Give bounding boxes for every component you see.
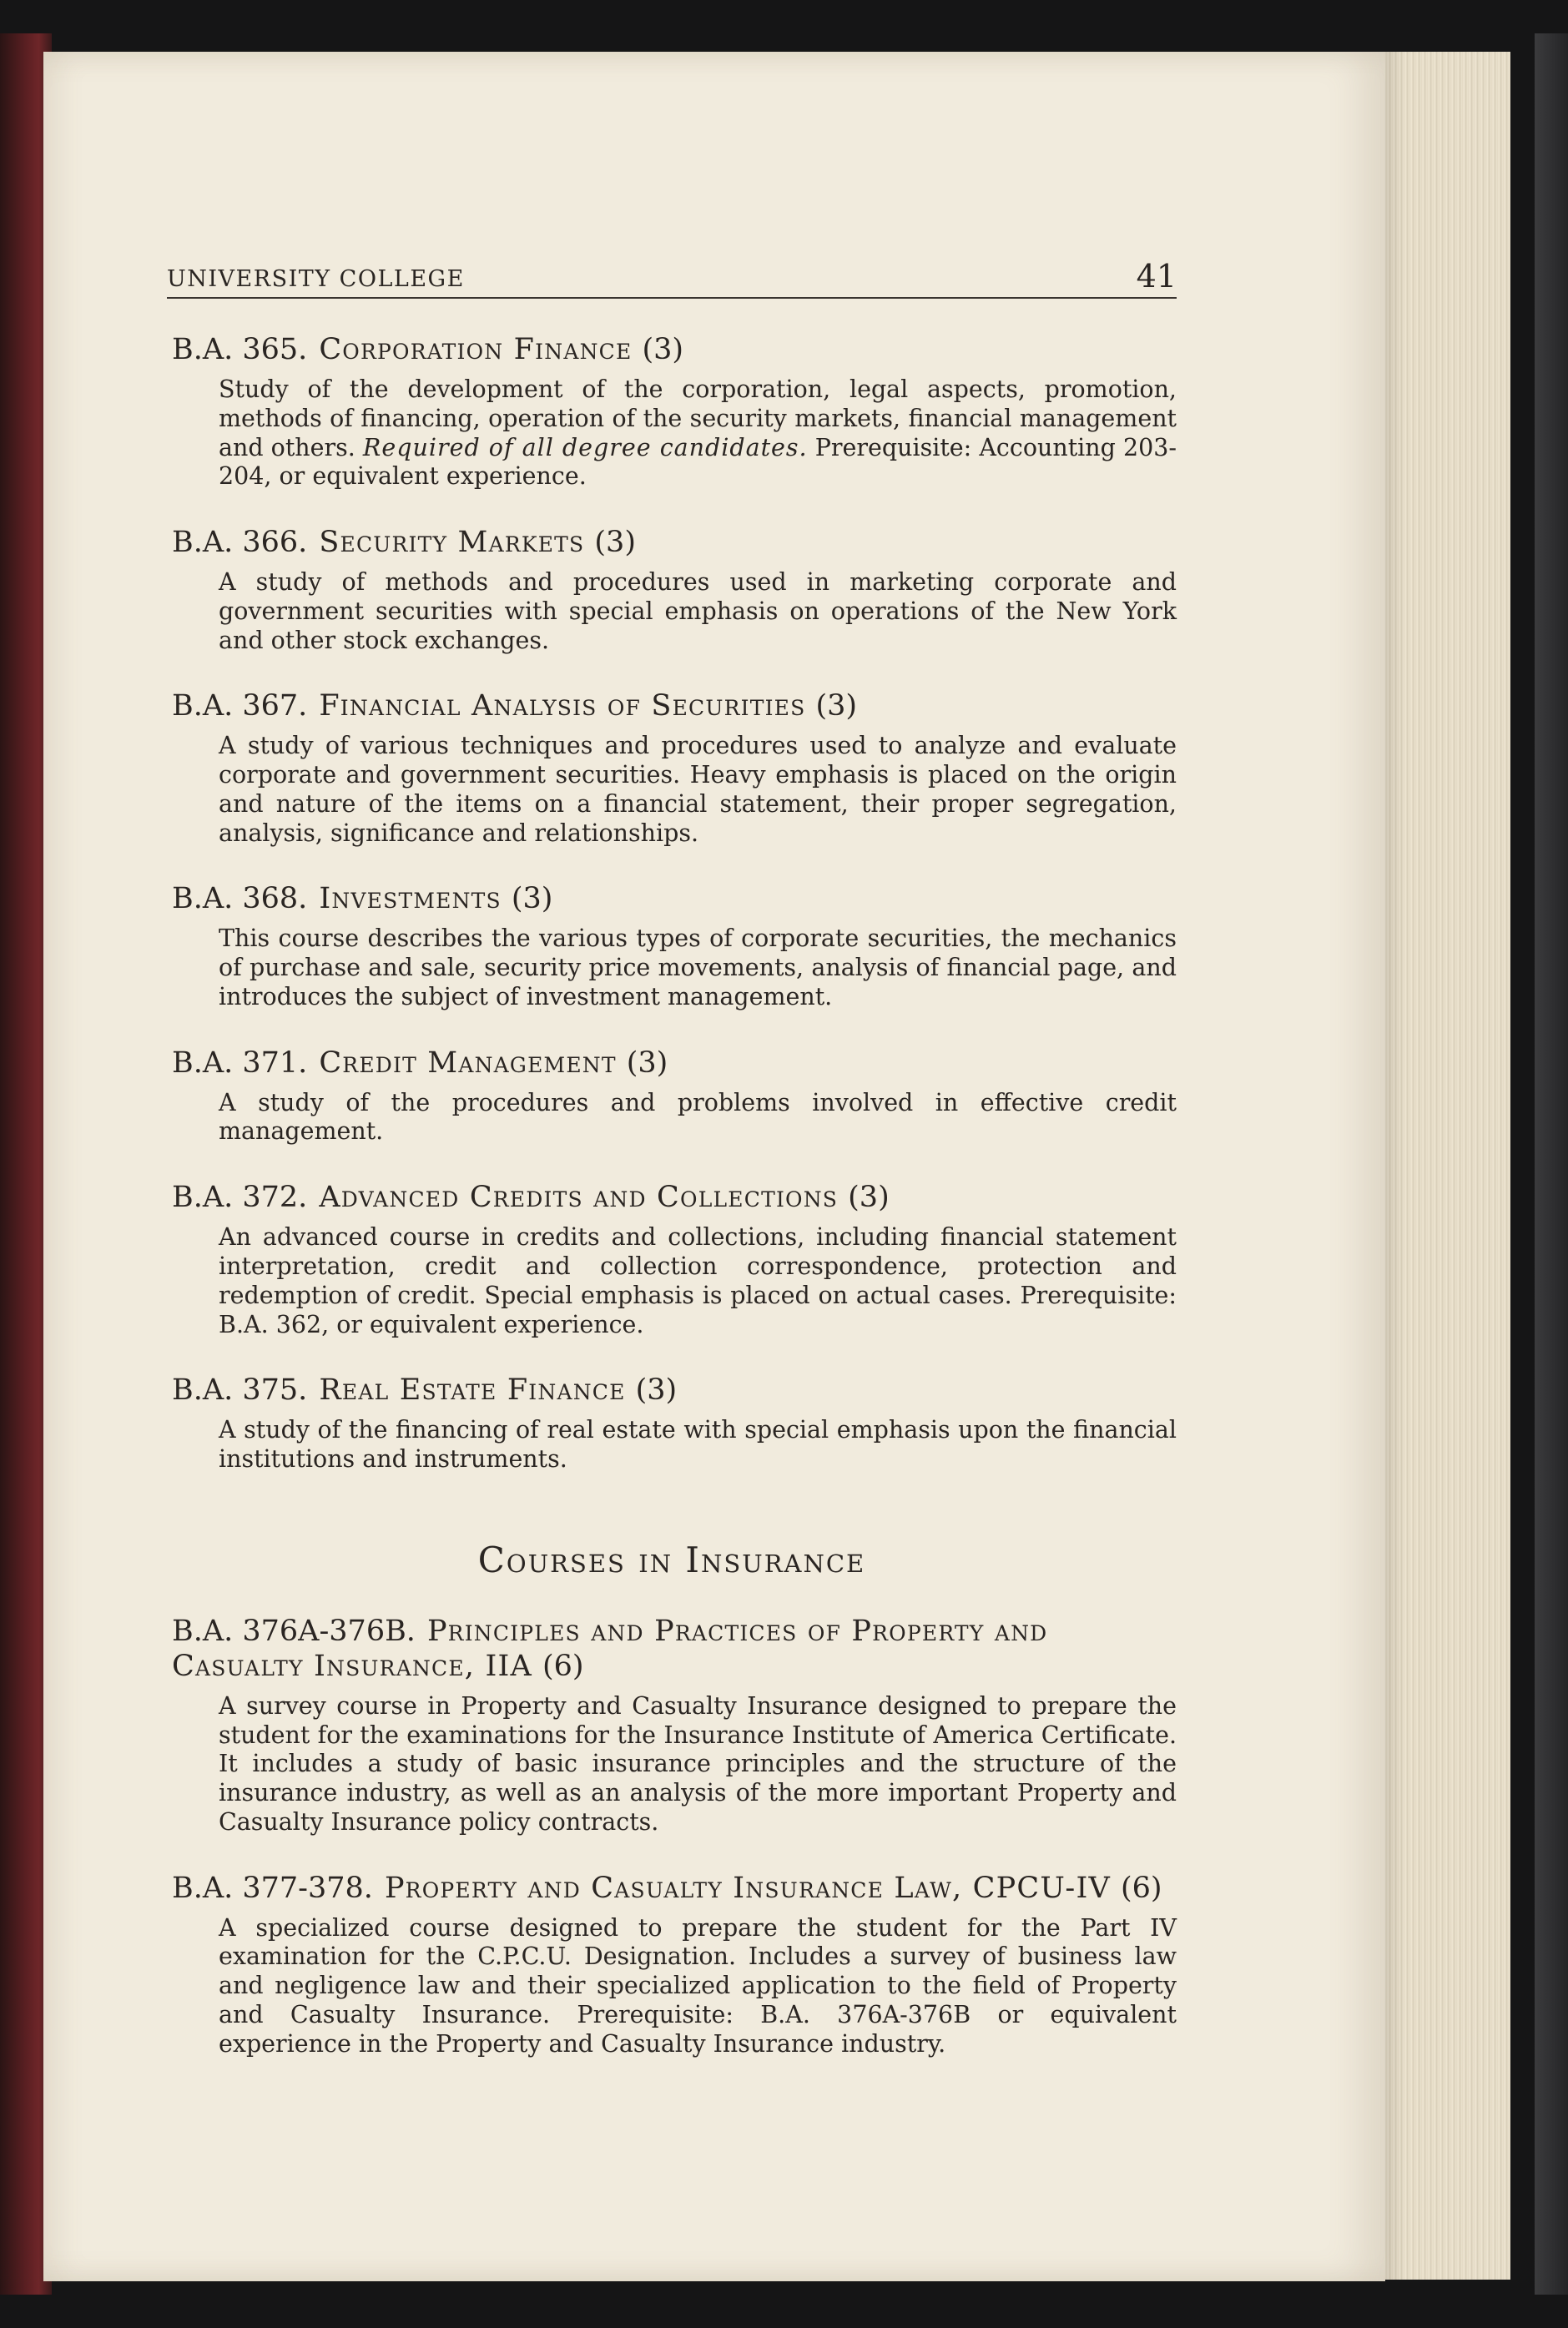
course-entry (167, 688, 1177, 848)
course-number: B.A. 375. (172, 1373, 308, 1408)
course-entry (167, 525, 1177, 655)
course-desc-text: Study of the development of the corporation, legal aspects, promotion, methods of financing, operation of the security markets, financial management and others. (219, 375, 1177, 461)
course-title: Security Markets (319, 526, 585, 560)
course-entry (167, 1180, 1177, 1339)
course-number: B.A. 377-378. (172, 1871, 373, 1905)
course-entry (167, 1614, 1177, 1837)
course-heading (172, 1373, 1177, 1408)
running-title: UNIVERSITY COLLEGE (167, 266, 465, 292)
course-credits: (3) (511, 882, 553, 916)
course-description: A study of methods and procedures used in marketing corporate and government securities with special emphasis on operations of the New York and other stock exchanges. (219, 568, 1177, 654)
course-description: A study of various techniques and procedures used to analyze and evaluate corporate and government securities. Heavy emphasis is placed on the origin and nature of the items on a financial statement, their proper segregation, analysis, significance and relationships. (219, 732, 1177, 847)
course-entry (167, 332, 1177, 491)
course-credits: (3) (848, 1181, 890, 1215)
course-title: Real Estate Finance (319, 1373, 626, 1408)
course-credits: (3) (815, 689, 858, 723)
course-heading (172, 688, 1177, 723)
course-description: An advanced course in credits and collections, including financial statement interpretation, credit and collection correspondence, protection and redemption of credit. Special emphasis is placed on actual cases. Prerequisite: B.A. 362, or equivalent experience. (219, 1223, 1177, 1338)
course-description: A survey course in Property and Casualty Insurance designed to prepare the student for the examinations for the Insurance Institute of America Certificate. It includes a study of basic insurance principles and the structure of the insurance industry, as well as an analysis of the more important Property and Casualty Insurance policy contracts. (219, 1691, 1177, 1836)
course-heading (172, 1871, 1177, 1906)
course-number: B.A. 366. (172, 526, 308, 560)
course-entry (167, 881, 1177, 1011)
course-title: Corporation Finance (319, 333, 633, 366)
book-cover-right (1535, 33, 1568, 2295)
course-title: Financial Analysis of Securities (319, 689, 806, 723)
course-description: A study of the procedures and problems involved in effective credit management. (219, 1088, 1177, 1146)
course-credits: (3) (642, 333, 684, 366)
section-heading: Courses in Insurance (477, 1539, 866, 1580)
course-credits: (3) (635, 1373, 678, 1408)
course-requirement-note: Required of all degree candidates. (362, 433, 808, 461)
course-heading (172, 1180, 1177, 1215)
course-number: B.A. 367. (172, 689, 308, 723)
course-description (219, 375, 1177, 491)
course-number: B.A. 376A-376B. (172, 1614, 416, 1648)
course-credits: (6) (1120, 1871, 1162, 1905)
course-heading (172, 1046, 1177, 1081)
course-entry (167, 1373, 1177, 1474)
course-credits: (3) (626, 1046, 668, 1080)
book-page (43, 52, 1385, 2281)
course-number: B.A. 368. (172, 882, 308, 916)
course-description: A specialized course designed to prepare the student for the Part IV examination for the C.P.C.U. Designation. Includes a survey of business law and negligence law and their specialized application to the field of Property and Casualty Insurance. Prerequisite: B.A. 376A-376B or equivalent experience in the Property and Casualty Insurance industry. (219, 1913, 1177, 2058)
course-entry (167, 1871, 1177, 2059)
course-number: B.A. 365. (172, 333, 308, 366)
course-title: Advanced Credits and Collections (319, 1181, 839, 1215)
running-head (167, 260, 1177, 299)
course-title: Investments (319, 882, 502, 916)
course-prerequisite-text: Prerequisite: Accounting 203-204, or equivalent experience. (219, 433, 1177, 491)
course-title: Principles and Practices of Property and Casualty Insurance, IIA (172, 1614, 1048, 1683)
course-description: This course describes the various types of corporate securities, the mechanics of purchase and sale, security price movements, analysis of financial page, and introduces the subject of investment management. (219, 925, 1177, 1010)
course-heading (172, 1614, 1177, 1684)
course-entry (167, 1046, 1177, 1147)
course-heading (172, 332, 1177, 367)
page-content (167, 260, 1177, 2059)
course-title: Credit Management (319, 1046, 617, 1080)
course-description: A study of the financing of real estate with special emphasis upon the financial institutions and instruments. (219, 1416, 1177, 1474)
course-number: B.A. 372. (172, 1181, 308, 1215)
course-heading (172, 525, 1177, 560)
course-number: B.A. 371. (172, 1046, 308, 1080)
course-heading (172, 881, 1177, 916)
page-number: 41 (1136, 258, 1177, 295)
course-credits: (6) (542, 1649, 584, 1683)
course-credits: (3) (594, 526, 636, 560)
course-title: Property and Casualty Insurance Law, CPCU-IV (384, 1871, 1111, 1905)
